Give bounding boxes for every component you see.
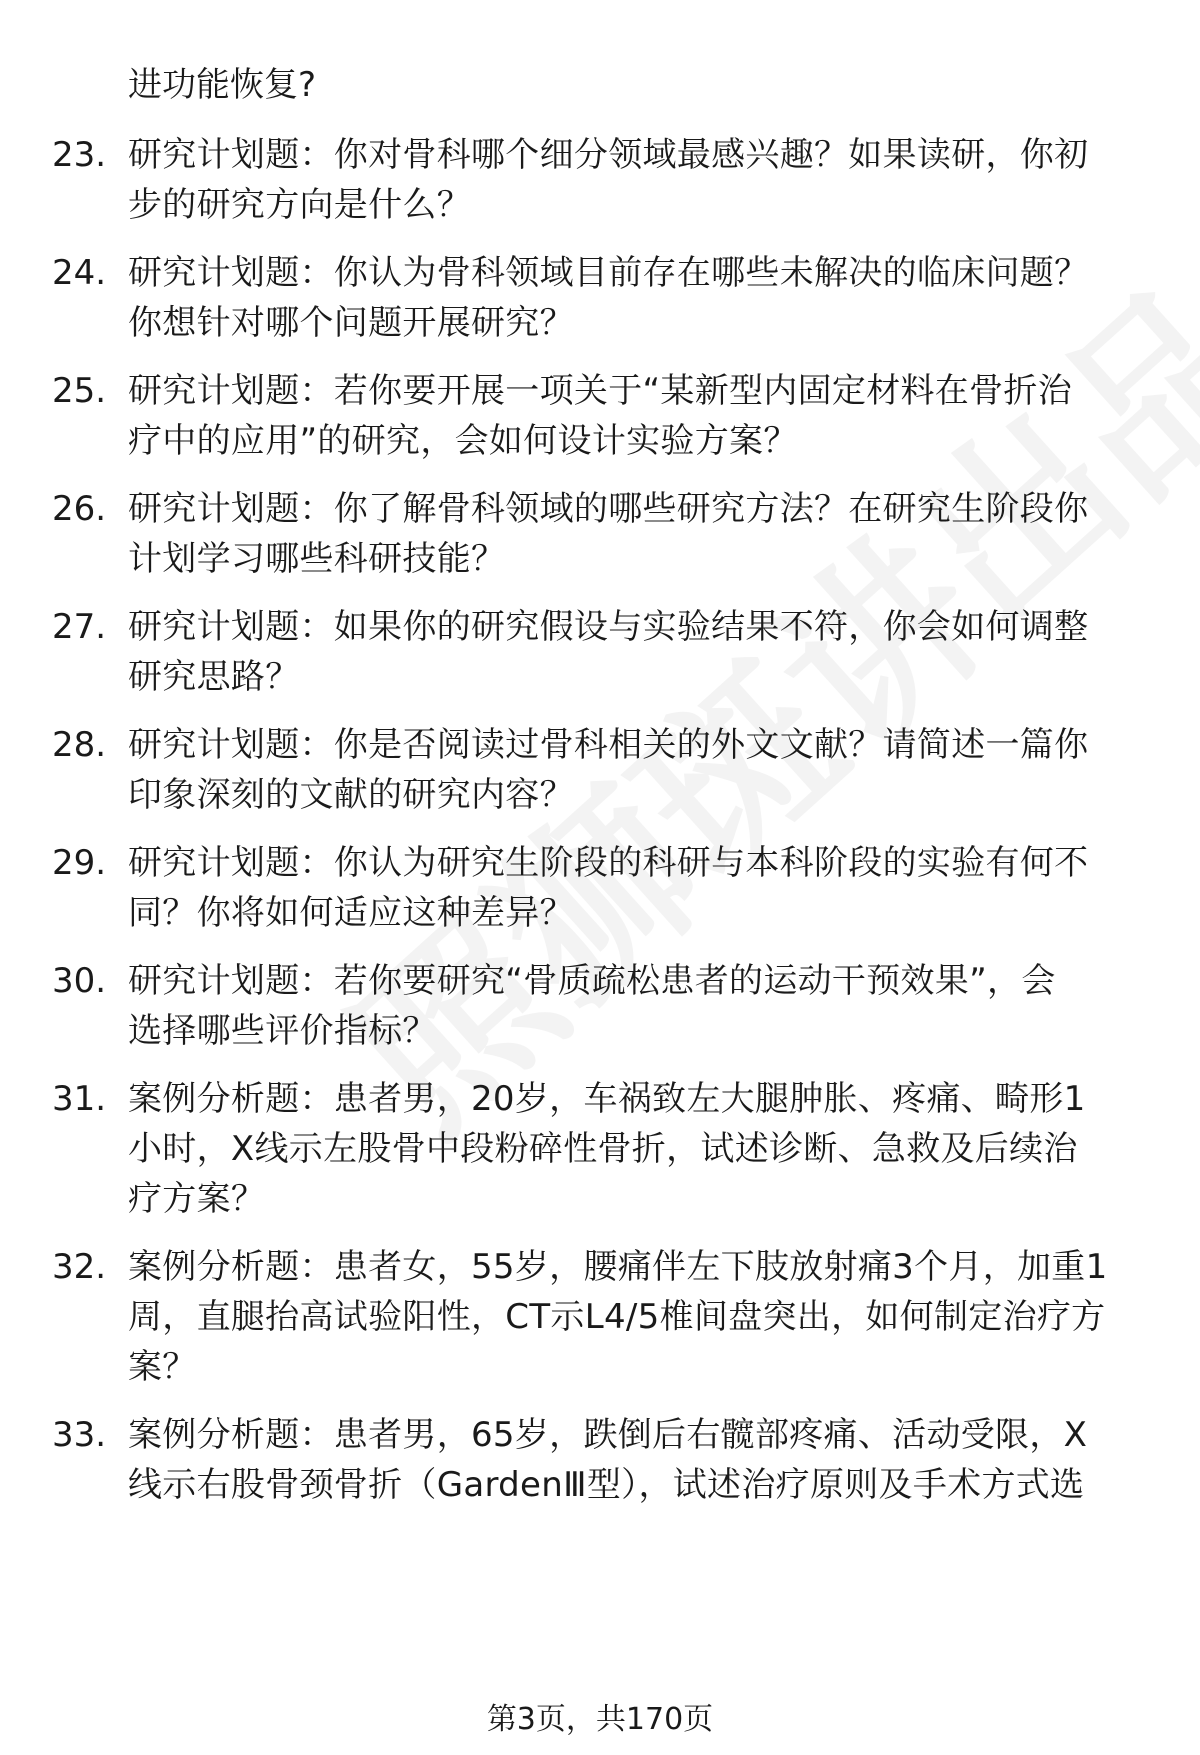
question-line: 线示右股骨颈骨折（GardenⅢ型），试述治疗原则及手术方式选 [128, 1465, 1085, 1505]
question-line: 研究思路？ [128, 657, 300, 697]
question-text [128, 130, 1158, 230]
question-line: 疗方案？ [128, 1179, 266, 1219]
question-line: 印象深刻的文献的研究内容？ [128, 775, 574, 815]
question-line: 案？ [128, 1347, 197, 1387]
question-text [128, 720, 1158, 820]
question-line: 选择哪些评价指标？ [128, 1011, 437, 1051]
question-text [128, 956, 1158, 1056]
question-number: 23. [52, 135, 107, 175]
question-line: 研究计划题：若你要开展一项关于“某新型内固定材料在骨折治 [128, 371, 1073, 411]
question-number: 33. [52, 1415, 107, 1455]
question-text [128, 366, 1158, 466]
question-number: 25. [52, 371, 107, 411]
question-number: 27. [52, 607, 107, 647]
question-line: 小时，X线示左股骨中段粉碎性骨折，试述诊断、急救及后续治 [128, 1129, 1078, 1169]
question-text [128, 1074, 1158, 1224]
question-text [128, 484, 1158, 584]
question-line: 计划学习哪些科研技能？ [128, 539, 506, 579]
continuation-text: 进功能恢复? [128, 65, 317, 105]
question-number: 24. [52, 253, 107, 293]
question-line: 研究计划题：若你要研究“骨质疏松患者的运动干预效果”，会 [128, 961, 1056, 1001]
question-line: 研究计划题：你认为骨科领域目前存在哪些未解决的临床问题？ [128, 253, 1089, 293]
question-text [128, 602, 1158, 702]
question-line: 周，直腿抬高试验阳性，CT示L4/5椎间盘突出，如何制定治疗方 [128, 1297, 1106, 1337]
question-line: 案例分析题：患者男，20岁，车祸致左大腿肿胀、疼痛、畸形1 [128, 1079, 1086, 1119]
question-line: 研究计划题：你认为研究生阶段的科研与本科阶段的实验有何不 [128, 843, 1089, 883]
question-line: 同？你将如何适应这种差异？ [128, 893, 574, 933]
question-number: 30. [52, 961, 107, 1001]
question-line: 研究计划题：你了解骨科领域的哪些研究方法？在研究生阶段你 [128, 489, 1089, 529]
question-line: 你想针对哪个问题开展研究？ [128, 303, 574, 343]
question-line: 案例分析题：患者男，65岁，跌倒后右髋部疼痛、活动受限，X [128, 1415, 1088, 1455]
question-number: 28. [52, 725, 107, 765]
question-number: 26. [52, 489, 107, 529]
question-line: 研究计划题：你是否阅读过骨科相关的外文文献？请简述一篇你 [128, 725, 1089, 765]
question-number: 29. [52, 843, 107, 883]
question-line: 步的研究方向是什么？ [128, 185, 471, 225]
question-number: 31. [52, 1079, 107, 1119]
question-number: 32. [52, 1247, 107, 1287]
question-text [128, 1242, 1158, 1392]
question-line: 研究计划题：你对骨科哪个细分领域最感兴趣？如果读研，你初 [128, 135, 1089, 175]
question-line: 案例分析题：患者女，55岁，腰痛伴左下肢放射痛3个月，加重1 [128, 1247, 1108, 1287]
question-text [128, 1410, 1158, 1510]
page-footer: 第3页，共170页 [486, 1702, 714, 1737]
question-text [128, 248, 1158, 348]
question-text [128, 838, 1158, 938]
question-line: 疗中的应用”的研究，会如何设计实验方案？ [128, 421, 798, 461]
question-line: 研究计划题：如果你的研究假设与实验结果不符，你会如何调整 [128, 607, 1089, 647]
